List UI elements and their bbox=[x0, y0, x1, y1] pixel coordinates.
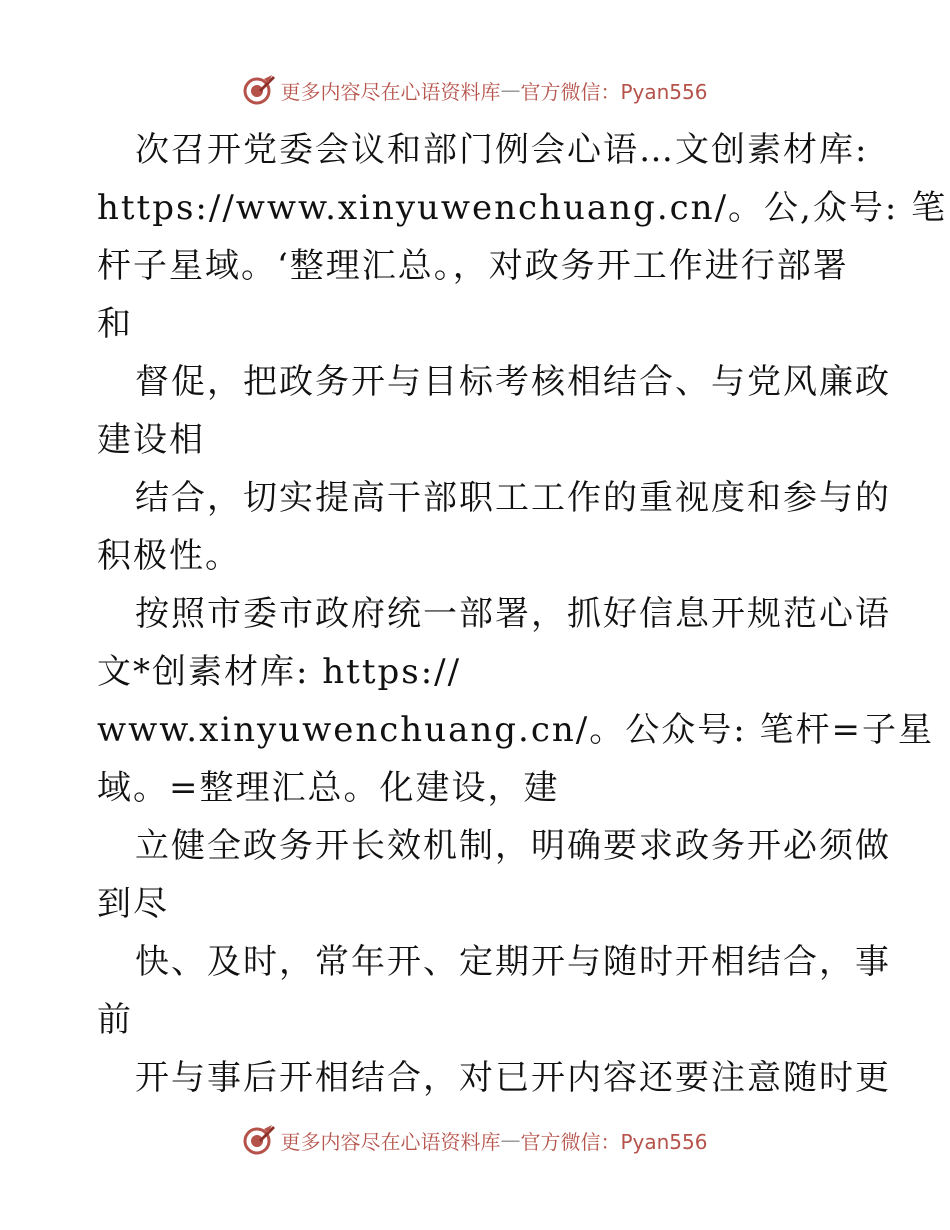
text-line: 建设相 bbox=[97, 420, 205, 460]
text-line: 文*创素材库: https:// bbox=[97, 652, 462, 692]
text-line: 域。=整理汇总。化建设，建 bbox=[97, 768, 560, 808]
banner-separator: — bbox=[500, 78, 521, 102]
text-line: 和 bbox=[97, 304, 133, 344]
header-banner bbox=[0, 70, 950, 110]
text-line: 结合，切实提高干部职工工作的重视度和参与的 bbox=[135, 478, 891, 518]
quill-circle-icon bbox=[242, 1123, 276, 1157]
text-line: 督促，把政务开与目标考核相结合、与党风廉政 bbox=[135, 362, 891, 402]
text-line: https://www.xinyuwenchuang.cn/。公,众号: 笔 bbox=[97, 188, 948, 228]
text-line: 快、及时，常年开、定期开与随时开相结合，事 bbox=[135, 942, 891, 982]
quill-circle-icon bbox=[242, 73, 276, 107]
text-line: 杆子星域。‘整理汇总。，对政务开工作进行部署 bbox=[97, 246, 849, 286]
text-line: 按照市委市政府统一部署，抓好信息开规范心语 bbox=[135, 594, 891, 634]
text-line: 积极性。 bbox=[97, 536, 241, 576]
text-line: 开与事后开相结合，对已开内容还要注意随时更 bbox=[135, 1058, 891, 1098]
text-line: 立健全政务开长效机制，明确要求政务开必须做 bbox=[135, 826, 891, 866]
footer-banner bbox=[0, 1120, 950, 1160]
banner-separator: — bbox=[500, 1128, 521, 1152]
text-line: 到尽 bbox=[97, 884, 169, 924]
banner-contact-text: 官方微信：Pyan556 bbox=[520, 1129, 708, 1154]
text-line: www.xinyuwenchuang.cn/。公众号: 笔杆=子星 bbox=[97, 710, 934, 750]
banner-brand-text: 更多内容尽在心语资料库 bbox=[280, 1129, 501, 1154]
document-body bbox=[97, 121, 948, 1107]
text-line: 次召开党委会议和部门例会心语…文创素材库: bbox=[135, 130, 869, 170]
banner-contact-text: 官方微信：Pyan556 bbox=[520, 79, 708, 104]
text-line: 前 bbox=[97, 1000, 133, 1040]
banner-brand-text: 更多内容尽在心语资料库 bbox=[280, 79, 501, 104]
